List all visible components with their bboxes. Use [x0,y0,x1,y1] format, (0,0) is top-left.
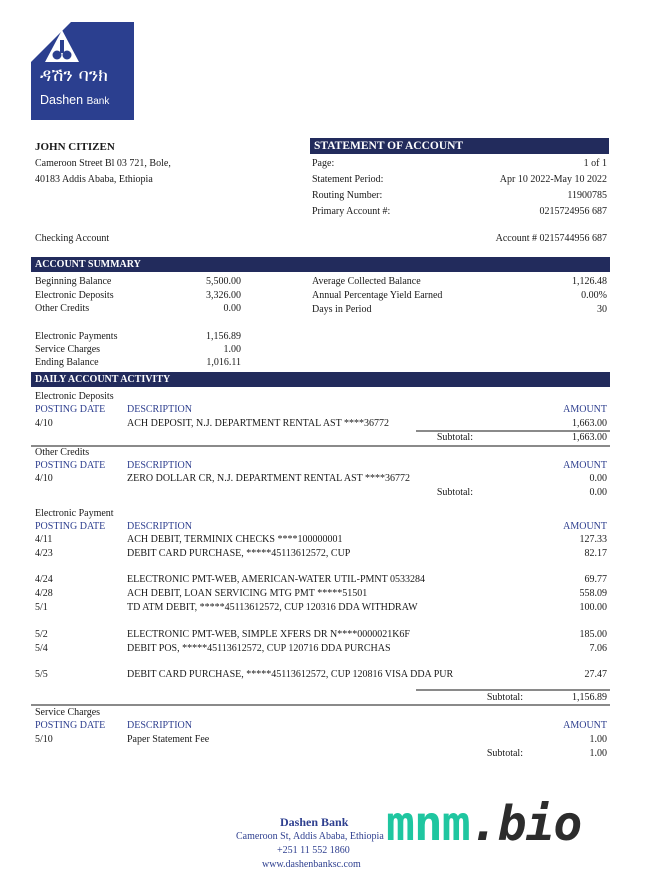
summary-value: 3,326.00 [206,290,241,301]
footer-website[interactable]: www.dashenbanksc.com [262,859,361,870]
transaction-description: DEBIT CARD PURCHASE, *****45113612572, CUP 120816 VISA DDA PUR [127,669,454,680]
transaction-amount: 1,663.00 [572,418,607,429]
section-divider [31,704,610,706]
transaction-amount: 27.47 [584,669,607,680]
posting-date: 4/24 [35,574,53,585]
col-posting-date: POSTING DATE [35,720,106,731]
summary-value: 5,500.00 [206,276,241,287]
bank-name-amharic: ዳሽን ባንክ [40,65,109,86]
summary-value: 1,156.89 [206,331,241,342]
summary-value: 0.00 [223,303,241,314]
subtotal-value: 1.00 [589,748,607,759]
footer-phone: +251 11 552 1860 [277,845,350,856]
col-description: DESCRIPTION [127,460,193,471]
subtotal-label: Subtotal: [486,692,523,703]
summary-label: Electronic Deposits [35,290,114,301]
section-title: Service Charges [35,707,101,718]
transaction-description: ELECTRONIC PMT-WEB, SIMPLE XFERS DR N****0000021K6F [127,629,410,640]
col-description: DESCRIPTION [127,720,193,731]
subtotal-divider [416,689,610,691]
summary-value: 30 [597,304,607,315]
summary-label: Annual Percentage Yield Earned [312,290,443,301]
statement-row-label: Primary Account #: [312,206,391,217]
posting-date: 5/2 [35,629,48,640]
posting-date: 5/1 [35,602,48,613]
transaction-amount: 69.77 [584,574,607,585]
statement-row-value: 1 of 1 [583,158,607,169]
statement-row-value: 11900785 [567,190,607,201]
account-type: Checking Account [35,233,110,244]
transaction-amount: 100.00 [579,602,607,613]
customer-address-line2: 40183 Addis Ababa, Ethiopia [35,174,153,185]
summary-label: Days in Period [312,304,372,315]
transaction-description: ELECTRONIC PMT-WEB, AMERICAN-WATER UTIL-PMNT 0533284 [127,574,426,585]
bank-emblem-icon [39,28,85,64]
posting-date: 4/10 [35,418,53,429]
col-amount: AMOUNT [563,404,607,415]
col-amount: AMOUNT [563,521,607,532]
account-number: Account # 0215744956 687 [495,233,607,244]
transaction-amount: 558.09 [579,588,607,599]
transaction-description: TD ATM DEBIT, *****45113612572, CUP 120316 DDA WITHDRAW [127,602,418,613]
transaction-amount: 1.00 [589,734,607,745]
transaction-amount: 127.33 [579,534,607,545]
subtotal-label: Subtotal: [486,748,523,759]
section-title: Other Credits [35,447,90,458]
section-title: Electronic Payment [35,508,114,519]
transaction-description: Paper Statement Fee [127,734,210,745]
subtotal-label: Subtotal: [436,487,473,498]
transaction-description: ACH DEPOSIT, N.J. DEPARTMENT RENTAL AST ****36772 [127,418,390,429]
posting-date: 5/5 [35,669,48,680]
customer-address-line1: Cameroon Street Bl 03 721, Bole, [35,158,171,169]
statement-row-value: Apr 10 2022-May 10 2022 [499,174,607,185]
summary-value: 1,126.48 [572,276,607,287]
bank-logo [31,22,134,120]
transaction-amount: 7.06 [589,643,607,654]
statement-title: STATEMENT OF ACCOUNT [310,138,609,154]
posting-date: 5/4 [35,643,48,654]
transaction-description: ZERO DOLLAR CR, N.J. DEPARTMENT RENTAL AST ****36772 [127,473,411,484]
transaction-amount: 0.00 [589,473,607,484]
watermark: mnm.bio [386,796,582,852]
transaction-amount: 82.17 [584,548,607,559]
col-posting-date: POSTING DATE [35,404,106,415]
summary-label: Beginning Balance [35,276,112,287]
summary-value: 1,016.11 [206,357,241,368]
summary-label: Service Charges [35,344,101,355]
footer-address: Cameroon St, Addis Ababa, Ethiopia [236,831,384,842]
transaction-description: ACH DEBIT, TERMINIX CHECKS ****100000001 [127,534,343,545]
customer-name: JOHN CITIZEN [35,141,115,153]
transaction-amount: 185.00 [579,629,607,640]
col-amount: AMOUNT [563,460,607,471]
statement-row-label: Page: [312,158,335,169]
footer-bank-name: Dashen Bank [280,815,349,829]
subtotal-value: 1,663.00 [572,432,607,443]
bank-name-english: Dashen Bank [40,93,110,107]
transaction-description: DEBIT CARD PURCHASE, *****45113612572, CUP [127,548,351,559]
col-description: DESCRIPTION [127,404,193,415]
transaction-description: DEBIT POS, *****45113612572, CUP 120716 DDA PURCHAS [127,643,391,654]
subtotal-value: 1,156.89 [572,692,607,703]
col-posting-date: POSTING DATE [35,460,106,471]
summary-label: Electronic Payments [35,331,118,342]
summary-value: 0.00% [581,290,607,301]
daily-activity-header: DAILY ACCOUNT ACTIVITY [31,372,610,387]
section-divider [31,445,610,447]
posting-date: 4/23 [35,548,53,559]
subtotal-value: 0.00 [589,487,607,498]
statement-row-value: 0215724956 687 [539,206,607,217]
section-title: Electronic Deposits [35,391,114,402]
summary-label: Average Collected Balance [312,276,421,287]
summary-label: Other Credits [35,303,90,314]
col-description: DESCRIPTION [127,521,193,532]
subtotal-label: Subtotal: [436,432,473,443]
transaction-description: ACH DEBIT, LOAN SERVICING MTG PMT *****51501 [127,588,368,599]
statement-row-label: Routing Number: [312,190,383,201]
posting-date: 4/28 [35,588,53,599]
col-amount: AMOUNT [563,720,607,731]
summary-value: 1.00 [223,344,241,355]
posting-date: 4/10 [35,473,53,484]
statement-row-label: Statement Period: [312,174,384,185]
summary-label: Ending Balance [35,357,99,368]
posting-date: 5/10 [35,734,53,745]
account-summary-header: ACCOUNT SUMMARY [31,257,610,272]
posting-date: 4/11 [35,534,53,545]
col-posting-date: POSTING DATE [35,521,106,532]
